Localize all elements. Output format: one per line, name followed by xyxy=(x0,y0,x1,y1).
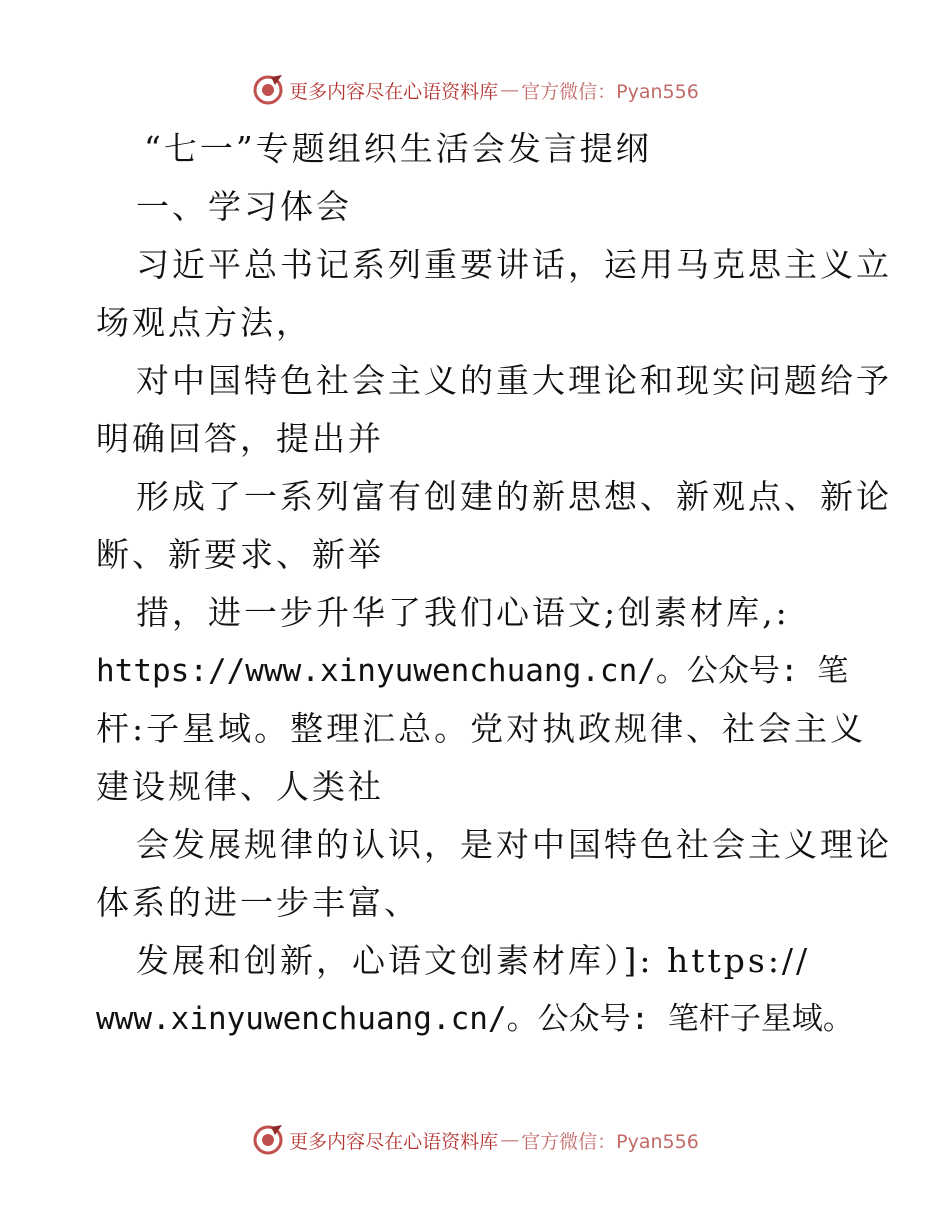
section-heading: 一、学习体会 xyxy=(136,187,352,226)
banner-separator: — xyxy=(500,1129,520,1151)
paragraph-line: 习近平总书记系列重要讲话，运用马克思主义立 xyxy=(136,245,892,284)
banner-brand-text: 更多内容尽在心语资料库 xyxy=(289,80,499,103)
paragraph-line: 发展和创新，心语文创素材库）]: https:// xyxy=(136,941,811,980)
paragraph-line: 明确回答，提出并 xyxy=(96,419,384,458)
paragraph-line: 措，进一步升华了我们心语文;创素材库,: xyxy=(136,593,790,632)
paragraph-line-url: https://www.xinyuwenchuang.cn/。公众号: 笔 xyxy=(96,653,849,689)
banner-separator: — xyxy=(500,79,520,101)
document-body xyxy=(96,120,892,1048)
banner-wechat-text: 官方微信：Pyan556 xyxy=(521,1130,699,1153)
banner-brand-text: 更多内容尽在心语资料库 xyxy=(289,1130,499,1153)
paragraph-line: 杆:子星域。整理汇总。党对执政规律、社会主义 xyxy=(96,709,867,748)
paragraph-line: 建设规律、人类社 xyxy=(96,767,384,806)
paragraph-line: 形成了一系列富有创建的新思想、新观点、新论 xyxy=(136,477,892,516)
paragraph-line: 体系的进一步丰富、 xyxy=(96,883,420,922)
paragraph-line: 断、新要求、新举 xyxy=(96,535,384,574)
header-banner xyxy=(0,70,950,110)
document-title: “七一”专题组织生活会发言提纲 xyxy=(144,129,652,168)
paragraph-line-url: www.xinyuwenchuang.cn/。公众号: 笔杆子星域。 xyxy=(96,1001,854,1037)
pen-circle-logo-icon xyxy=(251,1123,285,1157)
banner-wechat-text: 官方微信：Pyan556 xyxy=(521,80,699,103)
paragraph-line: 会发展规律的认识，是对中国特色社会主义理论 xyxy=(136,825,892,864)
footer-banner xyxy=(0,1120,950,1160)
paragraph-line: 对中国特色社会主义的重大理论和现实问题给予 xyxy=(136,361,892,400)
pen-circle-logo-icon xyxy=(251,73,285,107)
paragraph-line: 场观点方法， xyxy=(96,303,312,342)
